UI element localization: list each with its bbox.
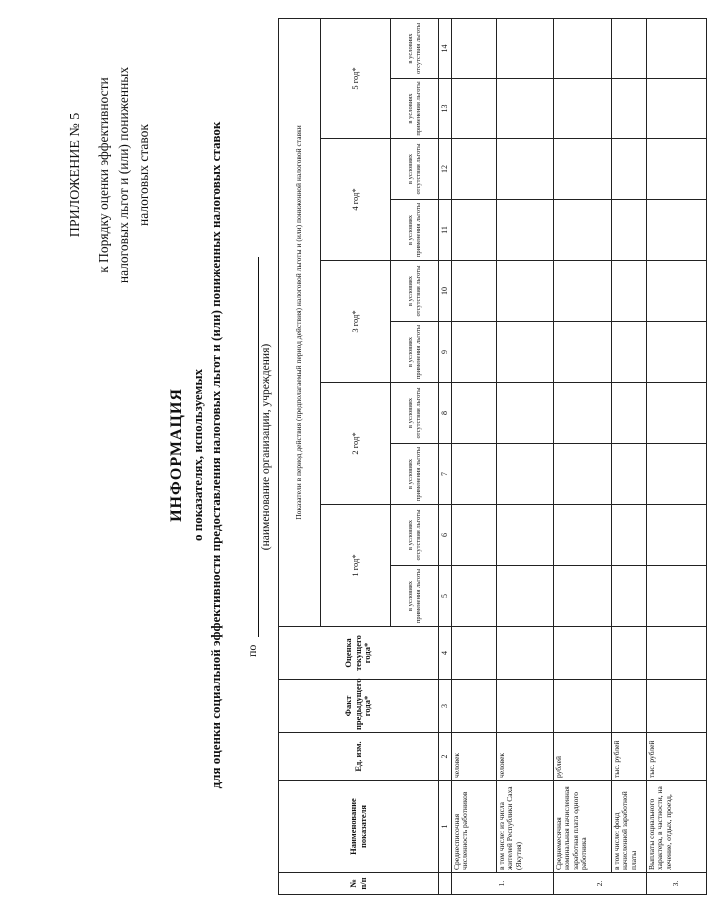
value-cell[interactable]	[554, 566, 612, 627]
column-number: 1	[439, 781, 452, 873]
value-cell[interactable]	[554, 79, 612, 139]
header-without-benefit: в условиях отсутствия льготы	[391, 261, 439, 322]
header-year-2: 2 год*	[321, 383, 391, 505]
column-number: 4	[439, 627, 452, 680]
organization-caption: (наименование организации, учреждения)	[260, 343, 272, 551]
value-cell[interactable]	[612, 505, 647, 566]
value-cell[interactable]	[554, 18, 612, 78]
header-number: № п/п	[279, 873, 439, 895]
value-cell[interactable]	[452, 444, 497, 505]
value-cell[interactable]	[497, 322, 554, 383]
value-cell[interactable]	[554, 139, 612, 200]
value-cell[interactable]	[612, 383, 647, 444]
document-subtitle-1: о показателях, используемых	[190, 369, 205, 541]
value-cell[interactable]	[452, 139, 497, 200]
organization-prefix: по	[245, 644, 259, 657]
header-year-3: 3 год*	[321, 261, 391, 383]
value-cell[interactable]	[612, 79, 647, 139]
value-cell[interactable]	[612, 200, 647, 261]
value-cell[interactable]	[554, 680, 612, 733]
header-without-benefit: в условиях отсутствия льготы	[391, 18, 439, 78]
column-number: 3	[439, 680, 452, 733]
header-year-4: 4 год*	[321, 139, 391, 261]
header-indicator-name: Наименование показателя	[279, 781, 439, 873]
value-cell[interactable]	[647, 18, 707, 78]
value-cell[interactable]	[452, 79, 497, 139]
value-cell[interactable]	[452, 18, 497, 78]
value-cell[interactable]	[647, 383, 707, 444]
value-cell[interactable]	[497, 680, 554, 733]
header-with-benefit: в условиях применения льготы	[391, 322, 439, 383]
value-cell[interactable]	[647, 322, 707, 383]
value-cell[interactable]	[452, 680, 497, 733]
value-cell[interactable]	[497, 505, 554, 566]
row-number: 2.	[554, 873, 647, 895]
value-cell[interactable]	[554, 383, 612, 444]
value-cell[interactable]	[647, 139, 707, 200]
header-without-benefit: в условиях отсутствия льготы	[391, 139, 439, 200]
header-without-benefit: в условиях отсутствия льготы	[391, 383, 439, 444]
value-cell[interactable]	[554, 322, 612, 383]
appendix-title: ПРИЛОЖЕНИЕ № 5	[68, 112, 83, 238]
row-number: 1.	[452, 873, 554, 895]
column-number: 14	[439, 18, 452, 78]
value-cell[interactable]	[452, 383, 497, 444]
header-unit: Ед. изм.	[279, 733, 439, 781]
indicator-unit: рублей	[554, 733, 612, 781]
value-cell[interactable]	[647, 627, 707, 680]
column-number: 13	[439, 79, 452, 139]
indicator-name: в том числе: из числа жителей Республики Саха (Якутия)	[497, 781, 554, 873]
column-number: 12	[439, 139, 452, 200]
value-cell[interactable]	[554, 200, 612, 261]
header-without-benefit: в условиях отсутствия льготы	[391, 505, 439, 566]
value-cell[interactable]	[497, 444, 554, 505]
value-cell[interactable]	[452, 322, 497, 383]
column-number: 7	[439, 444, 452, 505]
appendix-line-2: налоговых льгот и (или) пониженных	[116, 66, 131, 284]
value-cell[interactable]	[497, 79, 554, 139]
value-cell[interactable]	[612, 444, 647, 505]
header-with-benefit: в условиях применения льготы	[391, 79, 439, 139]
row-number: 3.	[647, 873, 707, 895]
value-cell[interactable]	[647, 79, 707, 139]
organization-name-line	[258, 257, 259, 637]
appendix-line-3: налоговых ставок	[136, 124, 151, 226]
header-fact-previous-year: Факт предыдущего года*	[279, 680, 439, 733]
value-cell[interactable]	[647, 505, 707, 566]
value-cell[interactable]	[554, 261, 612, 322]
value-cell[interactable]	[452, 261, 497, 322]
value-cell[interactable]	[497, 139, 554, 200]
value-cell[interactable]	[554, 505, 612, 566]
value-cell[interactable]	[612, 322, 647, 383]
header-year-1: 1 год*	[321, 505, 391, 627]
indicator-name: в том числе: фонд начисленной заработной платы	[612, 781, 647, 873]
value-cell[interactable]	[497, 18, 554, 78]
indicator-unit: тыс. рублей	[612, 733, 647, 781]
value-cell[interactable]	[554, 444, 612, 505]
column-number: 10	[439, 261, 452, 322]
indicator-name: Выплаты социального характера, в частности, на лечение, отдых, проезд,	[647, 781, 707, 873]
value-cell[interactable]	[497, 261, 554, 322]
value-cell[interactable]	[612, 18, 647, 78]
value-cell[interactable]	[612, 139, 647, 200]
indicators-table	[278, 18, 707, 895]
appendix-line-1: к Порядку оценки эффективности	[96, 77, 111, 273]
document-title: ИНФОРМАЦИЯ	[168, 388, 185, 522]
column-number: 5	[439, 566, 452, 627]
value-cell[interactable]	[647, 444, 707, 505]
header-estimate-current-year: Оценка текущего года*	[279, 627, 439, 680]
value-cell[interactable]	[612, 680, 647, 733]
indicator-name: Среднесписочная численность работников	[452, 781, 497, 873]
value-cell[interactable]	[497, 627, 554, 680]
value-cell[interactable]	[497, 200, 554, 261]
indicator-unit: человек	[452, 733, 497, 781]
value-cell[interactable]	[497, 566, 554, 627]
value-cell[interactable]	[612, 261, 647, 322]
column-number-empty	[439, 873, 452, 895]
header-with-benefit: в условиях применения льготы	[391, 200, 439, 261]
header-with-benefit: в условиях применения льготы	[391, 444, 439, 505]
column-number: 9	[439, 322, 452, 383]
value-cell[interactable]	[647, 680, 707, 733]
column-number: 8	[439, 383, 452, 444]
document-subtitle-2: для оценки социальной эффективности предоставления налоговых льгот и (или) пониженных налоговых ставок	[208, 121, 223, 789]
value-cell[interactable]	[554, 627, 612, 680]
column-number: 11	[439, 200, 452, 261]
value-cell[interactable]	[452, 200, 497, 261]
value-cell[interactable]	[452, 566, 497, 627]
header-period: Показатели в период действия (предполагаемый период действия) налоговой льготы и (или) пониженной налоговой ставки	[279, 18, 321, 626]
value-cell[interactable]	[647, 200, 707, 261]
column-number: 6	[439, 505, 452, 566]
value-cell[interactable]	[647, 566, 707, 627]
value-cell[interactable]	[497, 383, 554, 444]
value-cell[interactable]	[452, 505, 497, 566]
header-year-5: 5 год*	[321, 18, 391, 138]
indicator-unit: человек	[497, 733, 554, 781]
value-cell[interactable]	[612, 566, 647, 627]
header-with-benefit: в условиях применения льготы	[391, 566, 439, 627]
value-cell[interactable]	[612, 627, 647, 680]
column-number: 2	[439, 733, 452, 781]
value-cell[interactable]	[647, 261, 707, 322]
value-cell[interactable]	[452, 627, 497, 680]
indicator-unit: тыс. рублей	[647, 733, 707, 781]
indicator-name: Среднемесячная номинальная начисленная заработная плата одного работника	[554, 781, 612, 873]
